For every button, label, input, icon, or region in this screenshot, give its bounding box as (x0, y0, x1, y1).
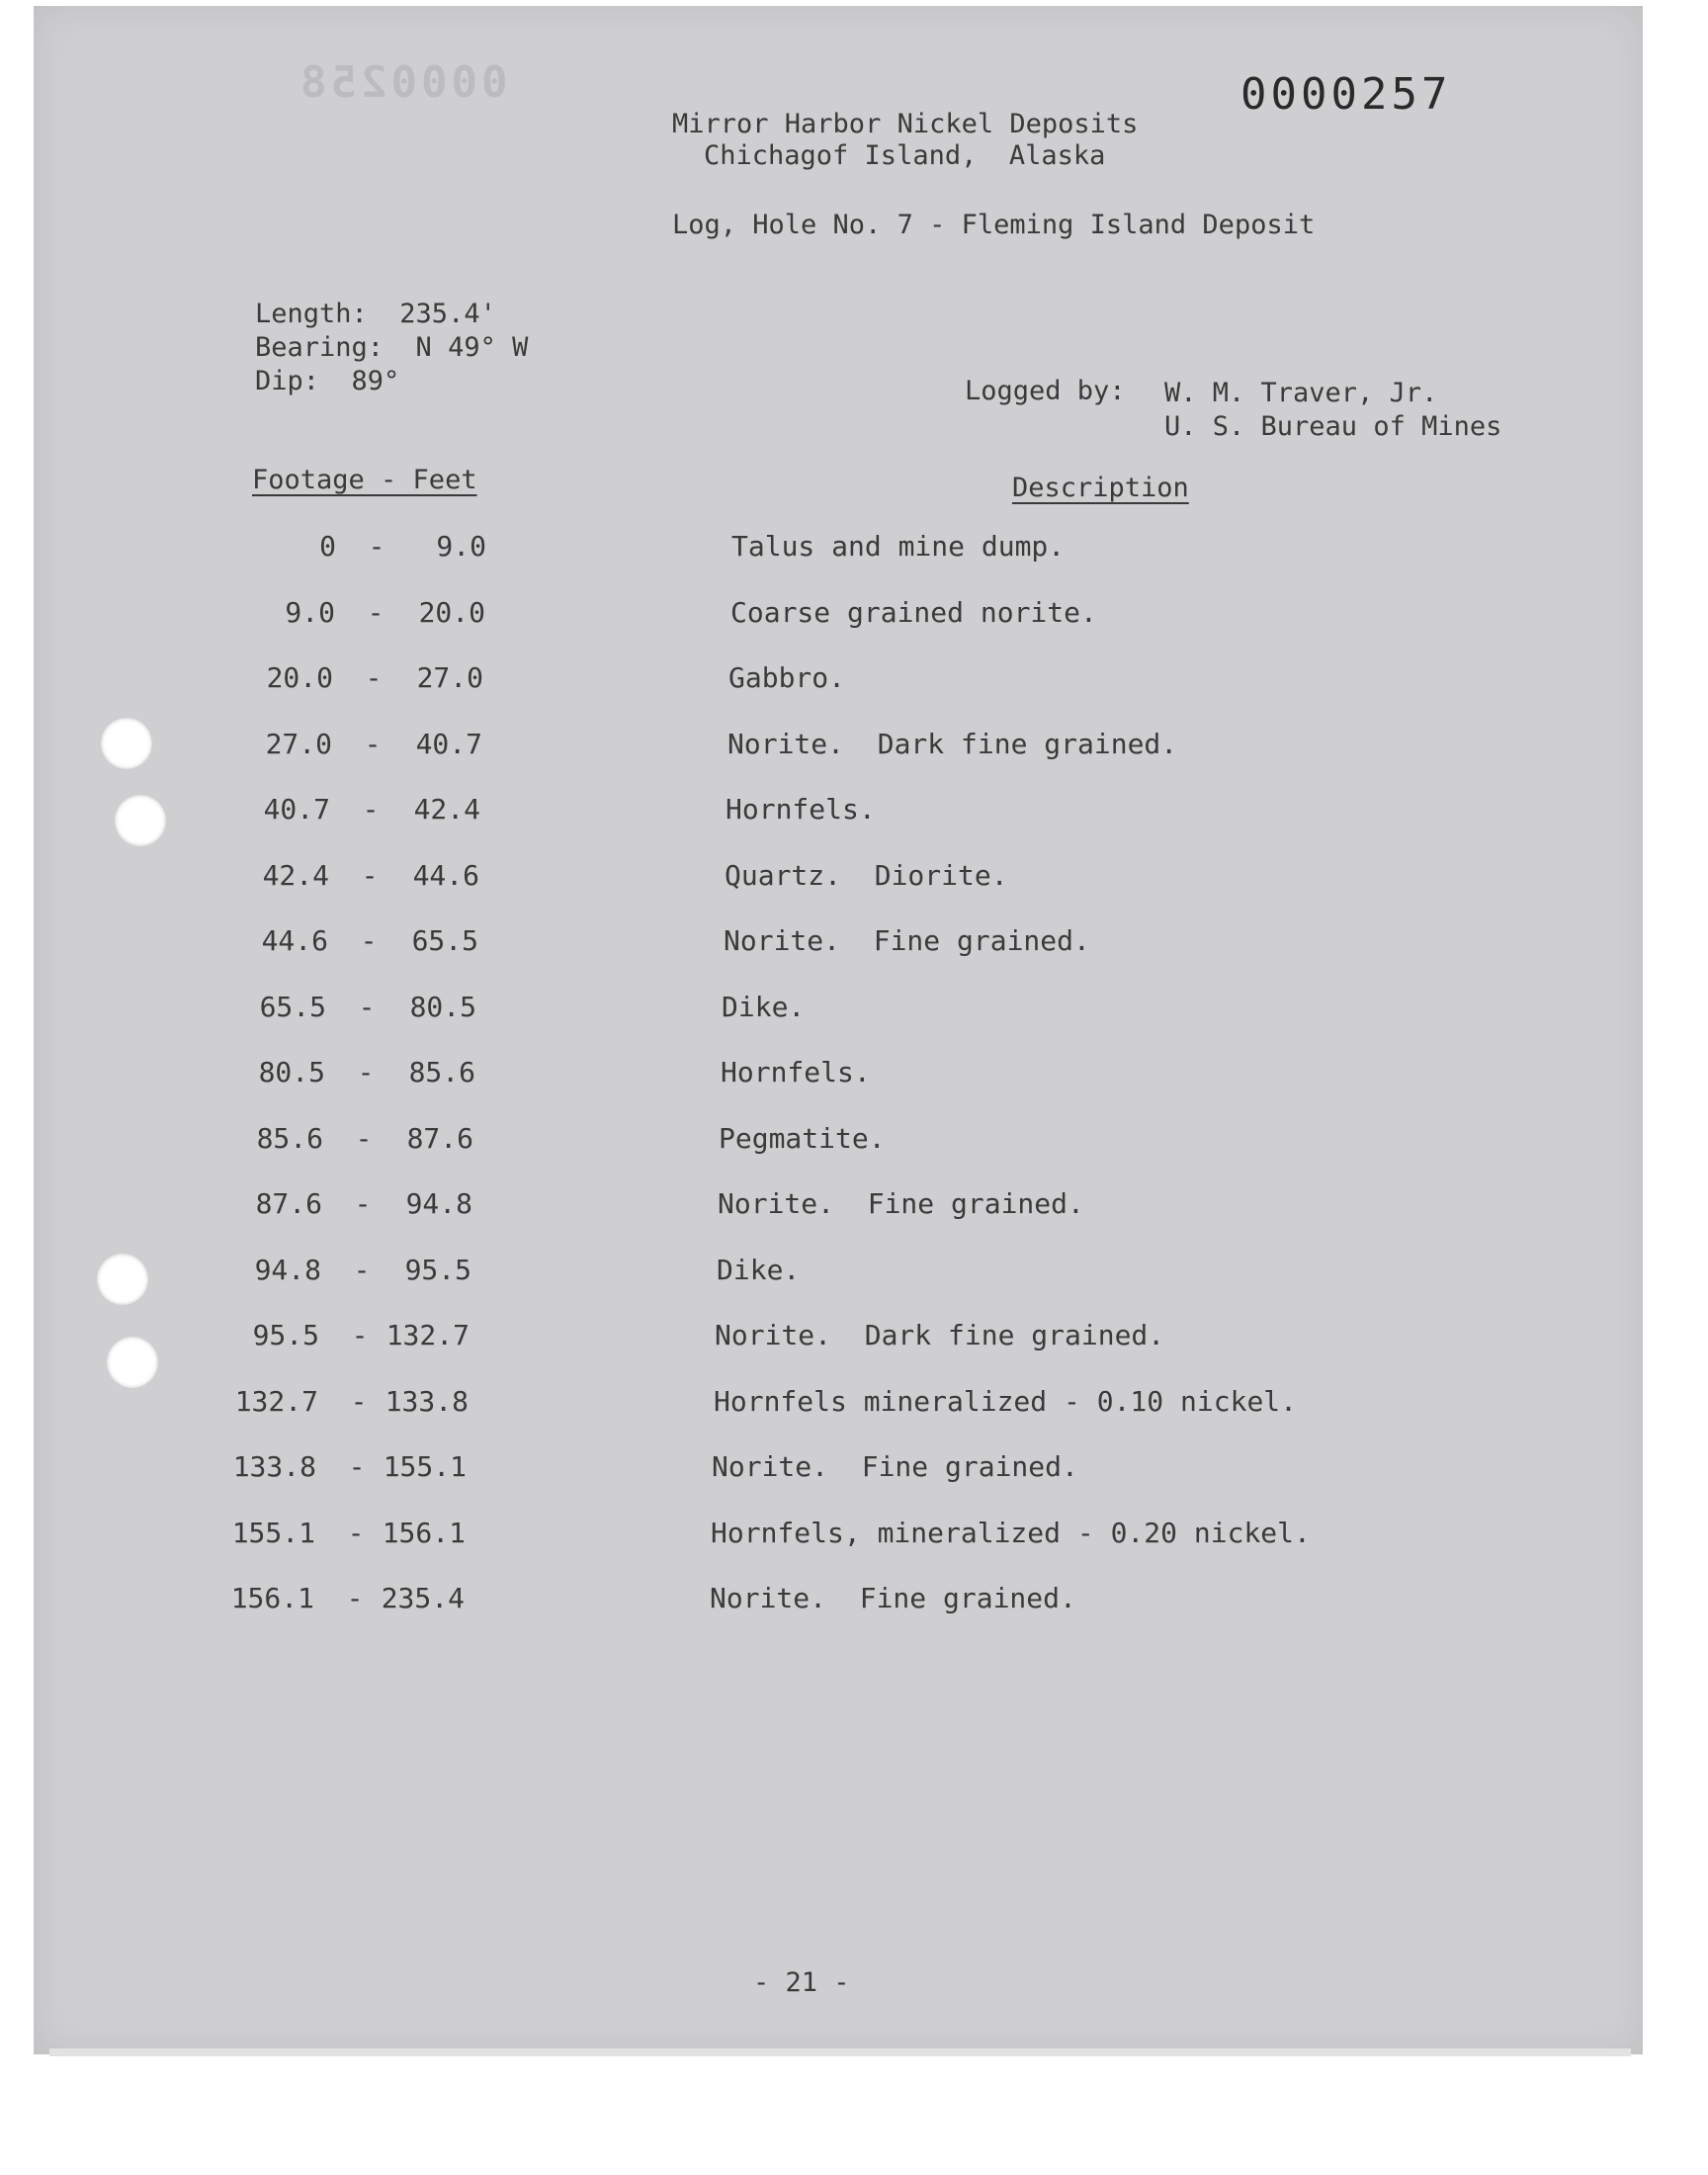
footage-to: 9.0 (436, 530, 486, 563)
footage-to: 80.5 (409, 991, 476, 1023)
footage-to: 235.4 (381, 1582, 465, 1614)
footage-to: 27.0 (416, 661, 483, 694)
footage-to: 65.5 (411, 924, 478, 957)
log-description: Norite. Fine grained. (718, 1187, 1084, 1220)
stamp-number: 0000257 (1240, 69, 1452, 120)
footage-dash: - (346, 1582, 364, 1614)
dip-field: Dip: 89° (255, 366, 400, 396)
footage-from: 87.6 (255, 1187, 322, 1220)
footage-to: 95.5 (404, 1254, 471, 1286)
footage-from: 42.4 (262, 859, 329, 892)
footage-from: 94.8 (254, 1254, 321, 1286)
log-description: Hornfels mineralized - 0.10 nickel. (714, 1385, 1298, 1418)
footage-dash: - (364, 728, 382, 760)
footage-to: 156.1 (382, 1517, 466, 1549)
footage-dash: - (360, 924, 378, 957)
footage-dash: - (367, 596, 384, 629)
log-description: Dike. (722, 991, 806, 1023)
punch-hole (107, 1337, 158, 1388)
title-line-2: Chichagof Island, Alaska (704, 140, 1106, 171)
log-description: Talus and mine dump. (731, 530, 1066, 563)
footage-dash: - (353, 1254, 371, 1286)
footage-from: 155.1 (231, 1517, 315, 1549)
sheet-edge (49, 2048, 1631, 2056)
footage-dash: - (365, 661, 383, 694)
footage-from: 95.5 (252, 1319, 319, 1351)
footage-from: 80.5 (258, 1056, 325, 1088)
footage-from: 9.0 (285, 596, 335, 629)
description-header: Description (1012, 473, 1189, 503)
footage-to: 155.1 (383, 1450, 467, 1483)
footage-from: 133.8 (232, 1450, 316, 1483)
footage-to: 44.6 (412, 859, 479, 892)
log-description: Norite. Dark fine grained. (715, 1319, 1165, 1351)
footage-to: 40.7 (415, 728, 482, 760)
title-line-1: Mirror Harbor Nickel Deposits (672, 109, 1139, 139)
log-description: Norite. Fine grained. (712, 1450, 1078, 1483)
log-description: Hornfels. (726, 793, 876, 826)
footage-from: 132.7 (234, 1385, 318, 1418)
footage-dash: - (358, 991, 376, 1023)
logged-by-org: U. S. Bureau of Mines (1164, 411, 1502, 442)
bearing-field: Bearing: N 49° W (255, 332, 529, 363)
footage-from: 27.0 (265, 728, 332, 760)
footage-from: 20.0 (266, 661, 333, 694)
footage-dash: - (357, 1056, 375, 1088)
footage-dash: - (362, 793, 380, 826)
punch-hole (115, 795, 166, 846)
footage-from: 85.6 (256, 1122, 323, 1155)
log-description: Dike. (717, 1254, 801, 1286)
footage-dash: - (355, 1122, 373, 1155)
footage-header: Footage - Feet (252, 465, 477, 495)
footage-to: 133.8 (384, 1385, 469, 1418)
footage-from: 65.5 (259, 991, 326, 1023)
ghost-stamp-number: 0000258 (297, 57, 508, 108)
page-number: - 21 - (753, 1967, 850, 1998)
footage-to: 42.4 (413, 793, 480, 826)
footage-from: 156.1 (230, 1582, 314, 1614)
log-description: Norite. Fine grained. (724, 924, 1090, 957)
footage-dash: - (354, 1187, 372, 1220)
footage-to: 85.6 (408, 1056, 475, 1088)
footage-to: 87.6 (406, 1122, 473, 1155)
footage-dash: - (350, 1385, 368, 1418)
footage-to: 20.0 (418, 596, 485, 629)
footage-dash: - (348, 1450, 366, 1483)
punch-hole (101, 718, 152, 769)
footage-from: 0 (319, 530, 336, 563)
length-field: Length: 235.4' (255, 299, 496, 329)
footage-dash: - (351, 1319, 369, 1351)
log-description: Norite. Fine grained. (710, 1582, 1076, 1614)
log-description: Hornfels, mineralized - 0.20 nickel. (711, 1517, 1311, 1549)
footage-to: 94.8 (405, 1187, 472, 1220)
footage-to: 132.7 (385, 1319, 470, 1351)
log-description: Norite. Dark fine grained. (727, 728, 1178, 760)
footage-from: 44.6 (261, 924, 328, 957)
logged-by-label: Logged by: (965, 376, 1126, 406)
log-description: Pegmatite. (719, 1122, 886, 1155)
footage-dash: - (361, 859, 379, 892)
subtitle: Log, Hole No. 7 - Fleming Island Deposit (672, 210, 1316, 240)
log-description: Gabbro. (728, 661, 846, 694)
log-description: Quartz. Diorite. (725, 859, 1008, 892)
footage-dash: - (368, 530, 385, 563)
log-description: Hornfels. (721, 1056, 871, 1088)
logged-by-name: W. M. Traver, Jr. (1164, 378, 1438, 408)
punch-hole (97, 1254, 148, 1305)
footage-dash: - (347, 1517, 365, 1549)
log-description: Coarse grained norite. (730, 596, 1097, 629)
footage-from: 40.7 (263, 793, 330, 826)
